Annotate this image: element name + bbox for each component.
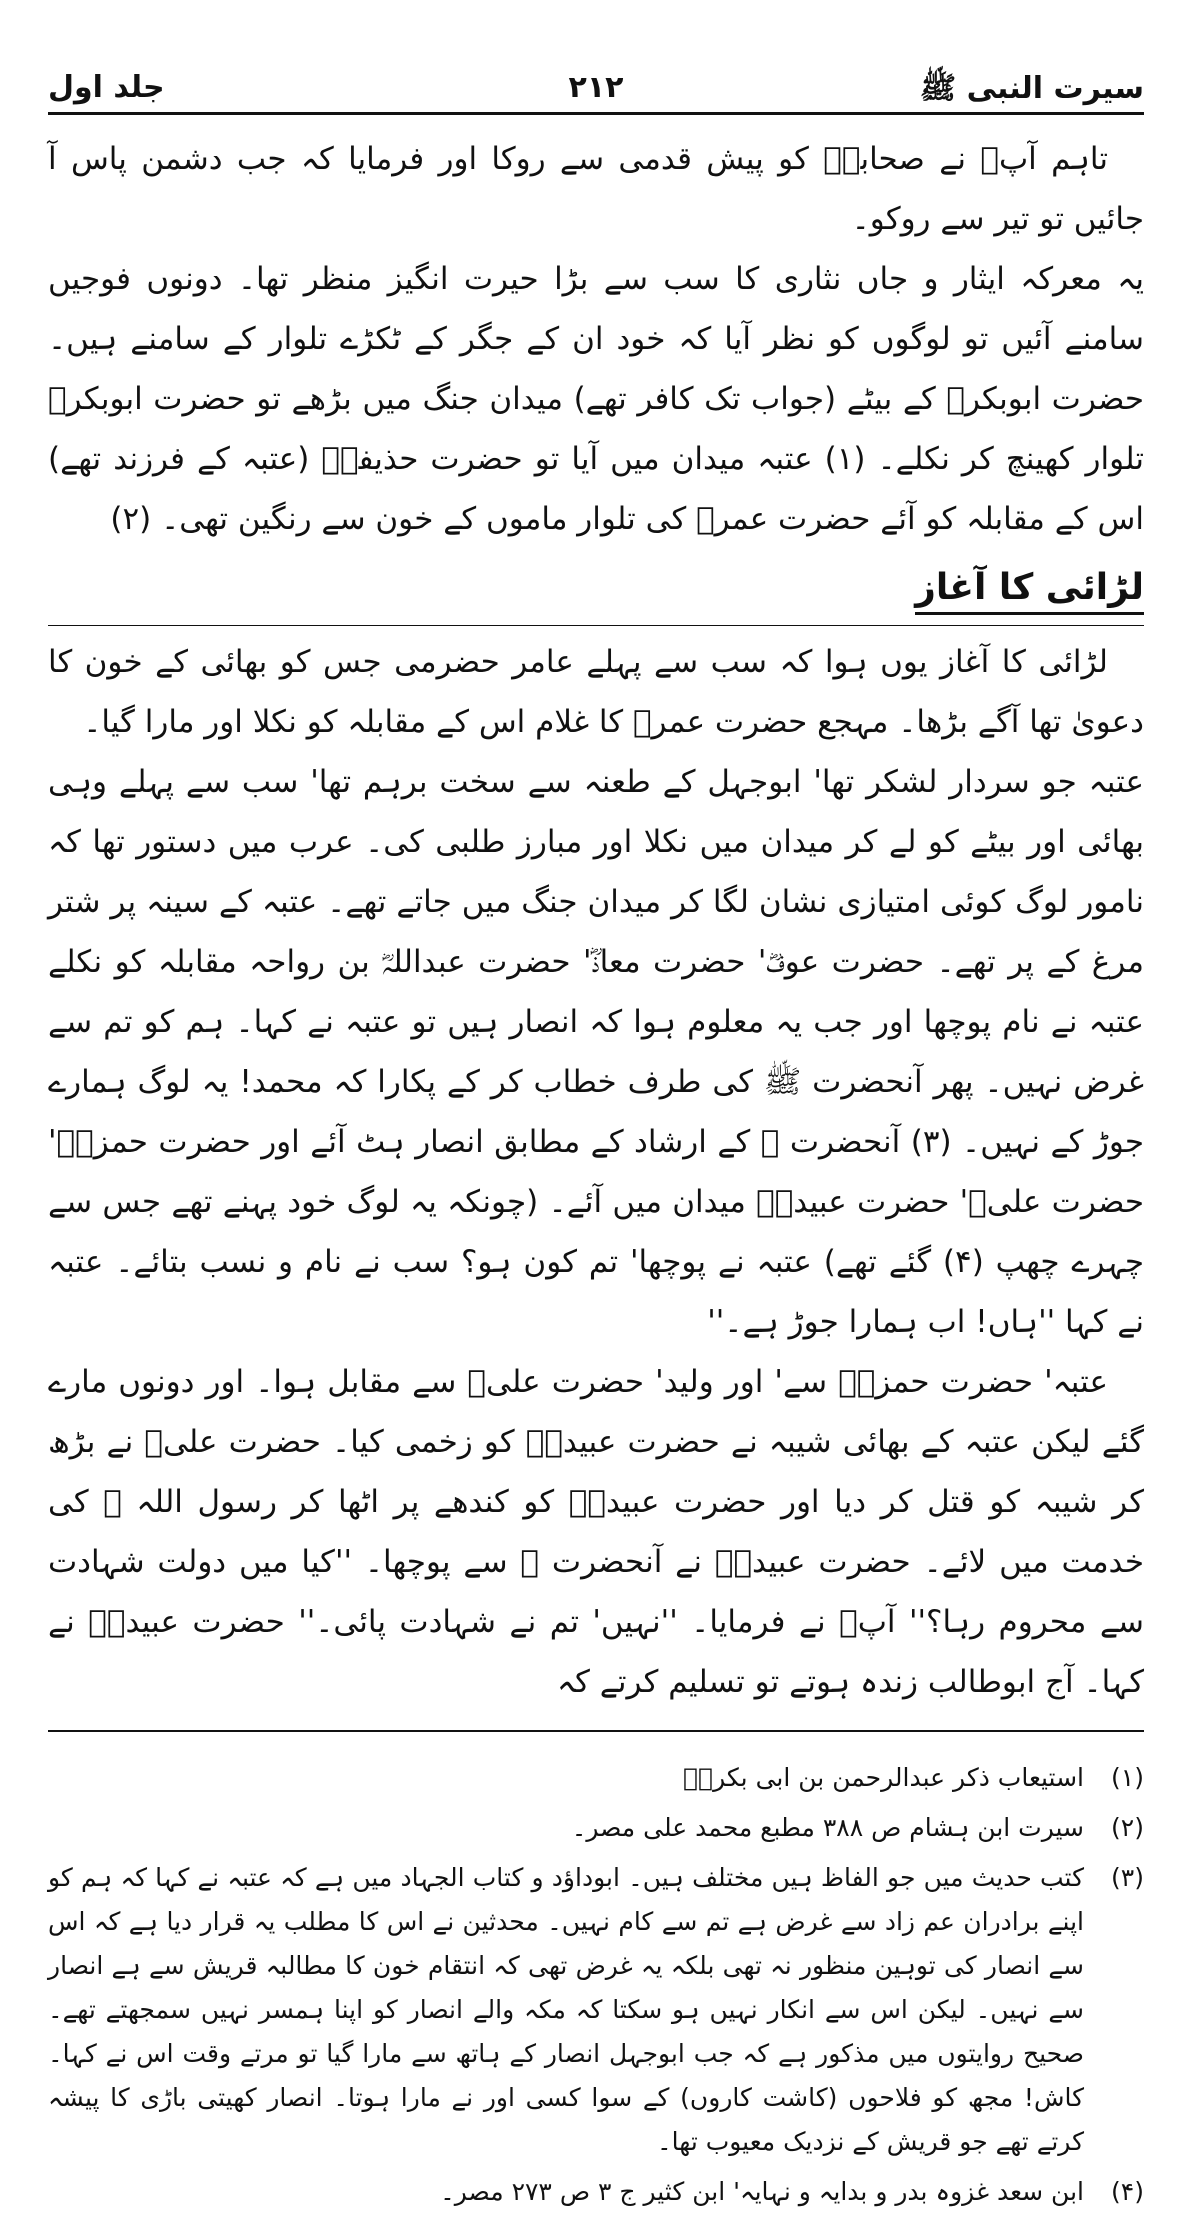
footnote-text: کتب حدیث میں جو الفاظ ہیں مختلف ہیں۔ ابوداؤد و کتاب الجہاد میں ہے کہ عتبہ نے کہا کہ ہم کو اپنے برادران عم زاد سے غرض ہے تم سے کام نہیں۔ محدثین نے اس کا مطلب یہ قرار دیا ہے کہ اس سے انصار کی توہین منظور نہ تھی بلکہ یہ غرض تھی کہ انتقام خون کا مطالبہ قریش سے ہے انصار سے نہیں۔ لیکن اس سے انکار نہیں ہو سکتا کہ مکہ والے انصار کو اپنا ہمسر نہیں سمجھتے تھے۔ صحیح روایتوں میں مذکور ہے کہ جب ابوجہل انصار کے ہاتھ سے مارا گیا تو مرتے وقت اس نے کہا۔ کاش! مجھ کو فلاحوں (کاشت کاروں) کے سوا کسی اور نے مارا ہوتا۔ انصار کھیتی باڑی کا پیشہ کرتے تھے جو قریش کے نزدیک معیوب تھا۔	[48, 1863, 1084, 2156]
volume-label: جلد اول	[48, 70, 165, 105]
footnotes	[48, 1756, 1144, 2214]
footnote-number: (۱)	[1111, 1763, 1144, 1792]
footnote-text: ابن سعد غزوہ بدر و بدایہ و نہایہ' ابن کثیر ج ۳ ص ۲۷۳ مصر۔	[440, 2177, 1084, 2206]
page-number: ۲۱۲	[568, 70, 624, 105]
page-header	[48, 70, 1144, 115]
footnote-text: سیرت ابن ہشام ص ۳۸۸ مطبع محمد علی مصر۔	[571, 1813, 1084, 1842]
paragraph: عتبہ جو سردار لشکر تھا' ابوجہل کے طعنہ سے سخت برہم تھا' سب سے پہلے وہی بھائی اور بیٹے کو لے کر میدان میں نکلا اور مبارز طلبی کی۔ عرب میں دستور تھا کہ نامور لوگ کوئی امتیازی نشان لگا کر میدان جنگ میں جاتے تھے۔ عتبہ کے سینہ پر شتر مرغ کے پر تھے۔ حضرت عوفؓ' حضرت معاذؓ' حضرت عبداللہؓ بن رواحہ مقابلہ کو نکلے عتبہ نے نام پوچھا اور جب یہ معلوم ہوا کہ انصار ہیں تو عتبہ نے کہا۔ ہم کو تم سے غرض نہیں۔ پھر آنحضرت ﷺ کی طرف خطاب کر کے پکارا کہ محمد! یہ لوگ ہمارے جوڑ کے نہیں۔ (۳) آنحضرت ﷺ کے ارشاد کے مطابق انصار ہٹ آئے اور حضرت حمزہؓ' حضرت علیؓ' حضرت عبیدہؓ میدان میں آئے۔ (چونکہ یہ لوگ خود پہنے تھے جس سے چہرے چھپ (۴) گئے تھے) عتبہ نے پوچھا' تم کون ہو؟ سب نے نام و نسب بتائے۔ عتبہ نے کہا ''ہاں! اب ہمارا جوڑ ہے۔''	[48, 764, 1144, 1340]
main-text	[48, 129, 1144, 1712]
footnote-divider	[48, 1730, 1144, 1732]
footnote-number: (۴)	[1111, 2177, 1144, 2206]
footnote	[48, 1756, 1144, 1800]
footnote-text: استیعاب ذکر عبدالرحمن بن ابی بکرؓ۔	[683, 1763, 1084, 1792]
book-title: سیرت النبی ﷺ	[919, 71, 1144, 106]
paragraph: لڑائی کا آغاز یوں ہوا کہ سب سے پہلے عامر حضرمی جس کو بھائی کے خون کا دعویٰ تھا آگے بڑھا۔ مہجع حضرت عمرؓ کا غلام اس کے مقابلہ کو نکلا اور مارا گیا۔	[48, 644, 1144, 740]
footnote-number: (۳)	[1111, 1863, 1144, 1892]
footnote	[48, 1856, 1144, 2164]
footnote	[48, 2170, 1144, 2214]
section-heading-wrap	[48, 549, 1144, 626]
paragraph: یہ معرکہ ایثار و جاں نثاری کا سب سے بڑا حیرت انگیز منظر تھا۔ دونوں فوجیں سامنے آئیں تو لوگوں کو نظر آیا کہ خود ان کے جگر کے ٹکڑے تلوار کے سامنے ہیں۔ حضرت ابوبکرؓ کے بیٹے (جواب تک کافر تھے) میدان جنگ میں بڑھے تو حضرت ابوبکرؓ تلوار کھینچ کر نکلے۔ (۱) عتبہ میدان میں آیا تو حضرت حذیفہؓ (عتبہ کے فرزند تھے) اس کے مقابلہ کو آئے حضرت عمرؓ کی تلوار ماموں کے خون سے رنگین تھی۔ (۲)	[48, 261, 1145, 537]
paragraph: تاہم آپؐ نے صحابہؓ کو پیش قدمی سے روکا اور فرمایا کہ جب دشمن پاس آ جائیں تو تیر سے روکو۔	[48, 141, 1144, 237]
section-heading: لڑائی کا آغاز	[915, 567, 1144, 615]
paragraph: عتبہ' حضرت حمزہؓ سے' اور ولید' حضرت علیؓ سے مقابل ہوا۔ اور دونوں مارے گئے لیکن عتبہ کے بھائی شیبہ نے حضرت عبیدہؓ کو زخمی کیا۔ حضرت علیؓ نے بڑھ کر شیبہ کو قتل کر دیا اور حضرت عبیدہؓ کو کندھے پر اٹھا کر رسول اللہ ﷺ کی خدمت میں لائے۔ حضرت عبیدہؓ نے آنحضرت ﷺ سے پوچھا۔ ''کیا میں دولت شہادت سے محروم رہا؟'' آپؐ نے فرمایا۔ ''نہیں' تم نے شہادت پائی۔'' حضرت عبیدہؓ نے کہا۔ آج ابوطالب زندہ ہوتے تو تسلیم کرتے کہ	[48, 1364, 1144, 1700]
footnote	[48, 1806, 1144, 1850]
footnote-number: (۲)	[1111, 1813, 1144, 1842]
